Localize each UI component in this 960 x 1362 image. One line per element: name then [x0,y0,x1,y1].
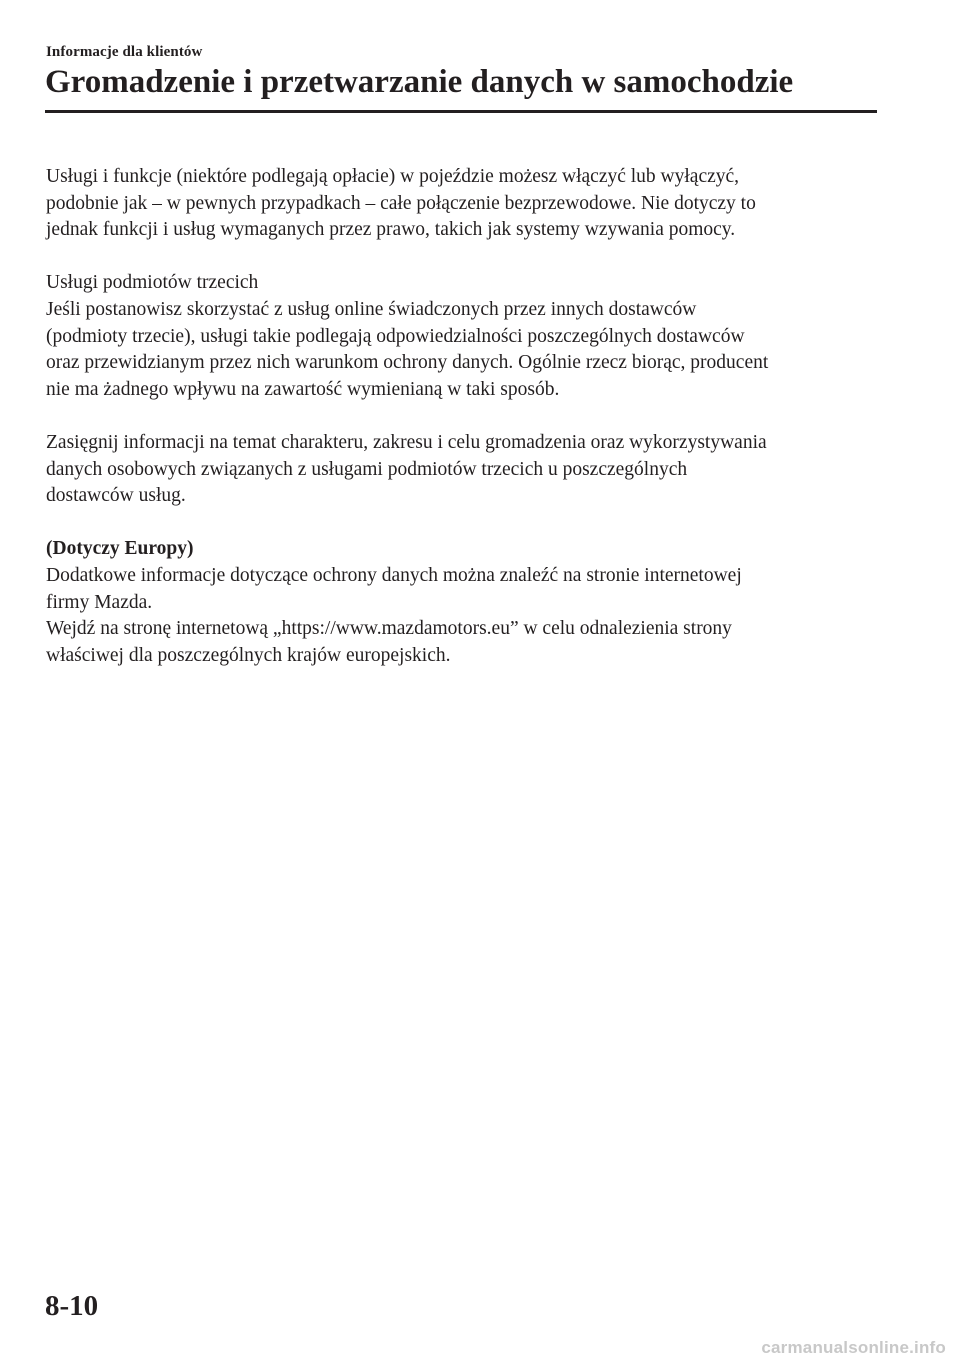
text-line: Wejdź na stronę internetową „https://www.mazdamotors.eu” w celu odnalezienia strony [46,618,732,640]
text-line: Dodatkowe informacje dotyczące ochrony danych można znaleźć na stronie internetowej [46,564,742,586]
page-number: 8-10 [45,1290,99,1322]
text-line: Usługi podmiotów trzecich [46,272,259,294]
text-line: dostawców usług. [46,485,186,507]
watermark: carmanualsonline.info [761,1338,946,1357]
text-line: (podmioty trzecie), usługi takie podlegają odpowiedzialności poszczególnych dostawców [46,325,745,347]
paragraph-services-toggle [46,164,886,244]
paragraph-europe [46,536,886,669]
body-text [46,164,886,696]
text-line: właściwej dla poszczególnych krajów europejskich. [46,644,451,666]
text-line: Zasięgnij informacji na temat charakteru, zakresu i celu gromadzenia oraz wykorzystywania [46,431,767,453]
paragraph-third-party-services [46,270,886,403]
text-line: firmy Mazda. [46,591,153,613]
text-line: nie ma żadnego wpływu na zawartość wymienianą w taki sposób. [46,378,560,400]
europe-heading: (Dotyczy Europy) [46,538,194,560]
text-line: podobnie jak – w pewnych przypadkach – całe połączenie bezprzewodowe. Nie dotyczy to [46,192,756,214]
text-line: danych osobowych związanych z usługami podmiotów trzecich u poszczególnych [46,458,688,480]
page-title: Gromadzenie i przetwarzanie danych w samochodzie [45,64,794,100]
text-line: Usługi i funkcje (niektóre podlegają opłacie) w pojeździe możesz włączyć lub wyłączyć, [46,166,740,187]
title-divider [45,110,877,113]
paragraph-personal-data-info [46,430,886,510]
text-line: jednak funkcji i usług wymaganych przez prawo, takich jak systemy wzywania pomocy. [46,219,736,241]
section-label: Informacje dla klientów [46,44,203,60]
text-line: Jeśli postanowisz skorzystać z usług online świadczonych przez innych dostawców [46,298,697,320]
text-line: oraz przewidzianym przez nich warunkom ochrony danych. Ogólnie rzecz biorąc, producent [46,352,769,374]
